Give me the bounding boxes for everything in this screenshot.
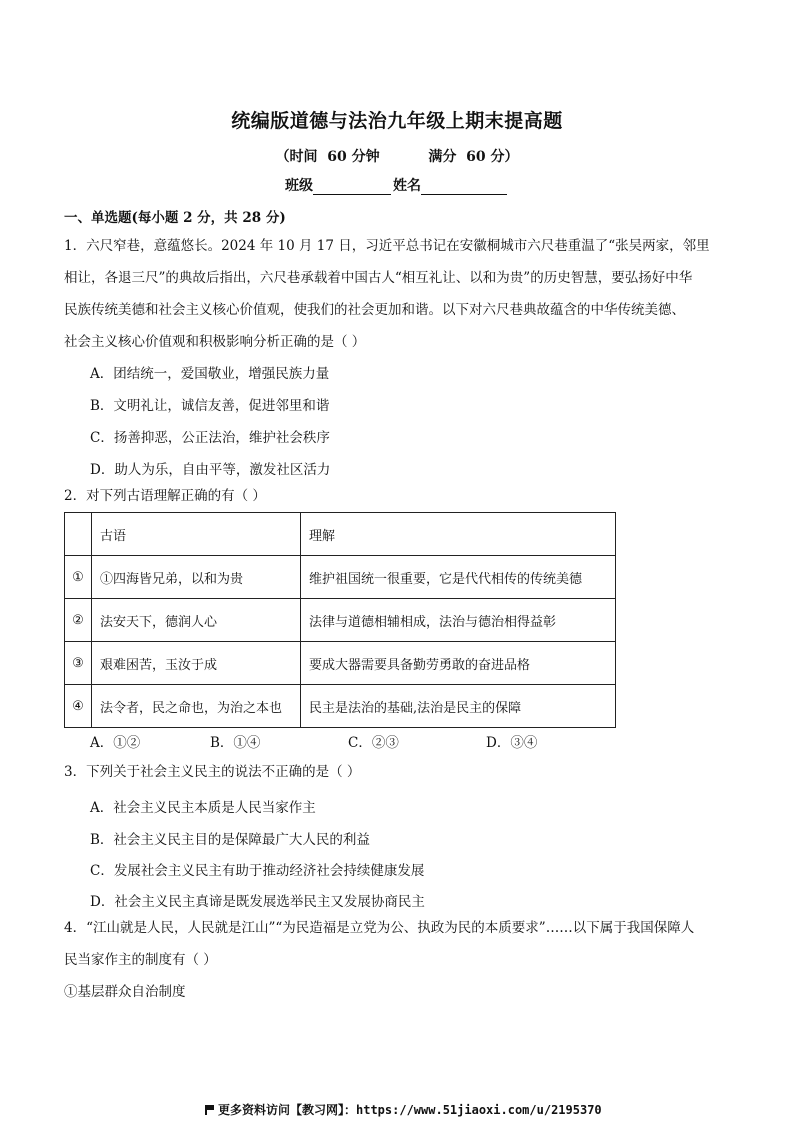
table-cell: ①四海皆兄弟，以和为贵 — [92, 556, 301, 599]
document-title: 统编版道德与法治九年级上期末提高题 — [231, 110, 563, 132]
question-3-option-b: B．社会主义民主目的是保障最广大人民的利益 — [90, 832, 370, 848]
table-header-ancient-saying: 古语 — [92, 513, 301, 556]
table-row — [65, 599, 616, 642]
table-row — [65, 685, 616, 728]
table-row — [65, 556, 616, 599]
question-1-line: 社会主义核心价值观和积极影响分析正确的是（ ） — [64, 334, 366, 350]
question-1-option-d: D．助人为乐，自由平等，激发社区活力 — [90, 462, 331, 478]
question-4-line: 民当家作主的制度有（ ） — [64, 952, 217, 968]
question-2-text: 2．对下列古语理解正确的有（ ） — [64, 488, 266, 504]
table-cell: ① — [65, 556, 92, 599]
question-2-option-c: C．②③ — [348, 735, 399, 751]
table-cell: 法安天下，德润人心 — [92, 599, 301, 642]
question-3-option-a: A．社会主义民主本质是人民当家作主 — [90, 800, 316, 816]
question-3-text: 3．下列关于社会主义民主的说法不正确的是（ ） — [64, 764, 361, 780]
question-1-option-a: A．团结统一，爱国敬业，增强民族力量 — [90, 366, 330, 382]
footer-text: 更多资料访问【教习网】：https://www.51jiaoxi.com/u/2195370 — [218, 1103, 602, 1117]
question-3-option-c: C．发展社会主义民主有助于推动经济社会持续健康发展 — [90, 863, 425, 879]
question-3-stem — [64, 756, 732, 788]
flag-icon — [205, 1105, 214, 1115]
name-label: 姓名 — [393, 178, 421, 194]
table-cell: 要成大器需要具备勤劳勇敢的奋进品格 — [301, 642, 616, 685]
question-2-option-a: A．①② — [90, 735, 141, 751]
exam-info — [0, 146, 794, 166]
name-blank — [421, 180, 507, 195]
table-cell: 法令者，民之命也，为治之本也 — [92, 685, 301, 728]
table-header-row — [65, 513, 616, 556]
question-4 — [64, 912, 732, 1008]
footer-link[interactable] — [205, 1101, 602, 1118]
question-1 — [64, 230, 732, 358]
question-3-option-d: D．社会主义民主真谛是既发展选举民主又发展协商民主 — [90, 894, 425, 910]
question-2-option-b: B．①④ — [210, 735, 261, 751]
table-row — [65, 642, 616, 685]
table-cell: ④ — [65, 685, 92, 728]
question-1-line: 民族传统美德和社会主义核心价值观，使我们的社会更加和谐。以下对六尺巷典故蕴含的中华传统美德、 — [64, 302, 685, 318]
question-4-item: ①基层群众自治制度 — [64, 984, 186, 1000]
question-1-line: 1．六尺窄巷，意蕴悠长。2024 年 10 月 17 日，习近平总书记在安徽桐城市六尺巷重温了“张吴两家，邻里 — [64, 238, 710, 254]
class-blank — [313, 180, 391, 195]
exam-time: （时间 60 分钟 — [275, 149, 380, 165]
question-4-line: 4．“江山就是人民，人民就是江山”“为民造福是立党为公、执政为民的本质要求”……以下属于我国保障人 — [64, 920, 695, 936]
question-1-option-b: B．文明礼让，诚信友善，促进邻里和谐 — [90, 398, 330, 414]
class-label: 班级 — [285, 178, 313, 194]
table-cell: ② — [65, 599, 92, 642]
exam-score: 满分 60 分） — [428, 149, 519, 165]
question-1-option-c: C．扬善抑恶，公正法治，维护社会秩序 — [90, 430, 330, 446]
section-heading: 一、单选题(每小题 2 分，共 28 分) — [64, 210, 286, 226]
student-info-line — [0, 175, 794, 195]
question-2-stem — [64, 480, 732, 512]
table-cell: 法律与道德相辅相成，法治与德治相得益彰 — [301, 599, 616, 642]
table-header-understanding: 理解 — [301, 513, 616, 556]
table-cell: ③ — [65, 642, 92, 685]
question-1-line: 相让，各退三尺”的典故后指出，六尺巷承载着中国古人“相互礼让、以和为贵”的历史智慧，要弘扬好中华 — [64, 270, 693, 286]
table-cell: 维护祖国统一很重要，它是代代相传的传统美德 — [301, 556, 616, 599]
table-cell — [65, 513, 92, 556]
question-2-option-d: D．③④ — [486, 735, 538, 751]
table-cell: 艰难困苦，玉汝于成 — [92, 642, 301, 685]
question-2-table — [64, 512, 616, 728]
table-cell: 民主是法治的基础,法治是民主的保障 — [301, 685, 616, 728]
